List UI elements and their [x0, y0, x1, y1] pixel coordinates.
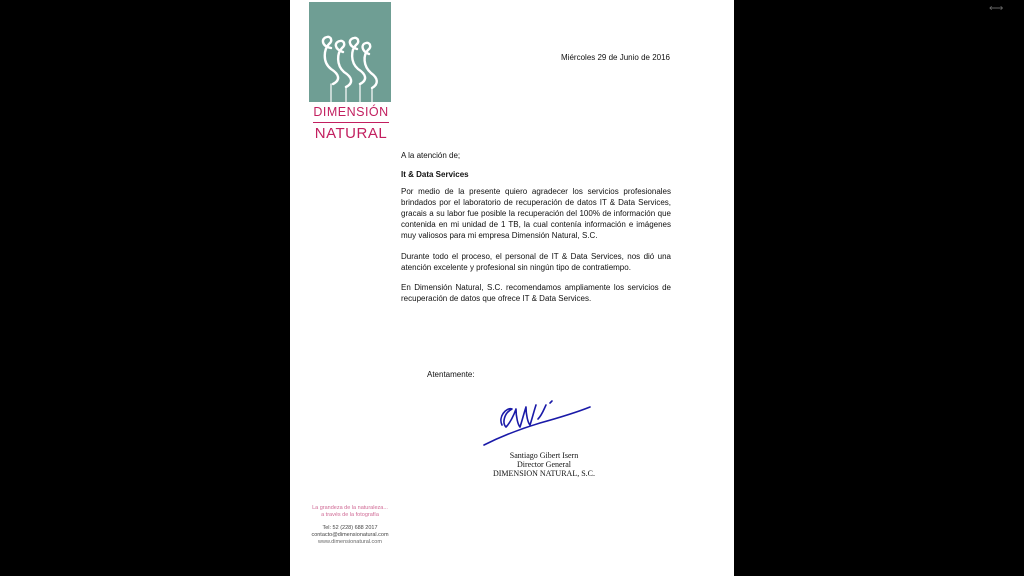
close-icon[interactable]: ⟷	[989, 3, 1004, 14]
attention-line: A la atención de;	[401, 151, 461, 160]
paragraph-2: Durante todo el proceso, el personal de IT & Data Services, nos dió una atención excelente y profesional sin ningún tipo de contratiempo.	[401, 252, 671, 272]
paragraph-1: Por medio de la presente quiero agradecer los servicios profesionales brindados por el laboratorio de recuperación de datos IT & Data Services, gracais a su labor fue posible la recuperación del 100% de información que contenida en mi unidad de 1 TB, la cual contenía información e imágenes muy valiosos para mi empresa Dimensión Natural, S.C.	[401, 187, 671, 240]
paragraph-3: En Dimensión Natural, S.C. recomendamos ampliamente los servicios de recuperación de datos que ofrece IT & Data Services.	[401, 283, 671, 303]
closing-line: Atentamente:	[427, 370, 475, 379]
footer-web: www.dimensionatural.com	[318, 539, 382, 545]
signer-company: DIMENSION NATURAL, S.C.	[492, 469, 595, 478]
logo-line-2: NATURAL	[314, 125, 388, 142]
footer-email: contacto@dimensionatural.com	[311, 532, 389, 538]
footer-phone: Tel: 52 (228) 688 2017	[322, 525, 378, 531]
recipient-name: It & Data Services	[401, 170, 469, 179]
signer-block	[472, 451, 616, 478]
footer-tagline-1: La grandeza de la naturaleza...	[312, 505, 388, 511]
letterhead-footer	[302, 505, 398, 546]
letter-page	[290, 0, 734, 576]
handwritten-signature	[480, 397, 592, 449]
flamingo-icon	[309, 2, 391, 102]
signer-name: Santiago Gibert Isern	[509, 451, 579, 460]
logo-divider	[313, 122, 389, 123]
signer-title: Director General	[517, 460, 571, 469]
footer-tagline-2: a través de la fotografía	[321, 512, 379, 518]
logo	[309, 2, 391, 102]
logo-wordmark	[308, 105, 394, 142]
letter-date: Miércoles 29 de Junio de 2016	[561, 53, 670, 62]
logo-line-1: DIMENSIÓN	[313, 105, 389, 119]
